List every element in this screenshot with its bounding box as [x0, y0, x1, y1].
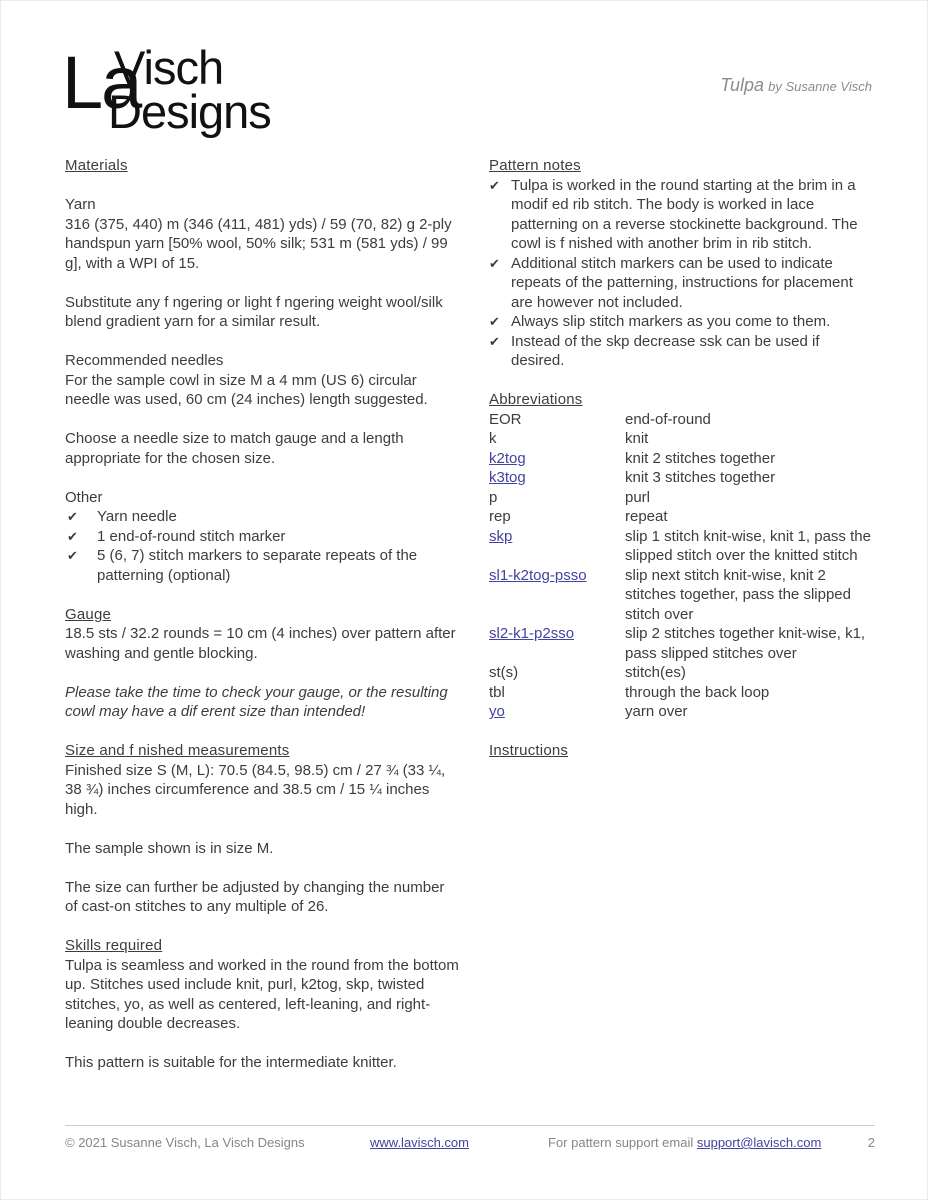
- page-number: 2: [867, 1135, 875, 1150]
- yarn-label: Yarn: [65, 196, 96, 213]
- check-icon: ✔: [489, 333, 500, 349]
- skills-heading: Skills required: [65, 937, 163, 954]
- table-row: [489, 702, 877, 722]
- pattern-name: Tulpa: [720, 75, 764, 95]
- abbr-term-link-sl2-k1-p2sso[interactable]: sl2-k1-p2sso: [489, 625, 575, 642]
- needles-block: [65, 351, 459, 410]
- list-item: [489, 312, 877, 332]
- abbr-desc: knit 2 stitches together: [625, 449, 776, 467]
- logo-visch: Visch: [114, 41, 224, 94]
- list-item: [489, 176, 877, 254]
- table-row: [489, 683, 877, 703]
- abbr-term: st(s): [489, 664, 519, 681]
- logo-designs: Designs: [108, 85, 271, 138]
- abbr-term: p: [489, 488, 498, 506]
- support-text: [548, 1135, 868, 1151]
- pattern-byline: by Susanne Visch: [768, 79, 872, 94]
- yarn-text: 316 (375, 440) m (346 (411, 481) yds) / 59 (70, 82) g 2-ply handspun yarn [50% wool, 50% silk; 531 m (581 yds) / 99 g], with a WPI of 15.: [65, 215, 452, 272]
- table-row: [489, 663, 877, 683]
- abbr-term-link-yo[interactable]: yo: [489, 703, 505, 720]
- other-label: Other: [65, 488, 103, 506]
- table-row: [489, 566, 877, 625]
- abbreviations-table: [489, 410, 877, 722]
- abbr-desc: repeat: [625, 508, 668, 525]
- table-row: [489, 624, 877, 663]
- other-materials-list: [65, 507, 459, 585]
- size-text: Finished size S (M, L): 70.5 (84.5, 98.5) cm / 27 ¾ (33 ¼, 38 ¾) inches circumference and 38.5 cm / 15 ¼ inches high.: [65, 761, 446, 818]
- check-icon: ✔: [489, 255, 500, 271]
- list-item-text: Instead of the skp decrease ssk can be used if desired.: [511, 332, 820, 369]
- materials-heading: Materials: [65, 157, 128, 174]
- needle-choice-paragraph: Choose a needle size to match gauge and a length appropriate for the chosen size.: [65, 430, 404, 467]
- size-sample-paragraph: The sample shown is in size M.: [65, 839, 274, 857]
- abbr-term-link-k2tog[interactable]: k2tog: [489, 449, 526, 467]
- abbr-term: EOR: [489, 410, 522, 428]
- abbr-desc: slip 1 stitch knit-wise, knit 1, pass the slipped stitch over the knitted stitch: [625, 527, 871, 564]
- gauge-text: 18.5 sts / 32.2 rounds = 10 cm (4 inches) over pattern after washing and gentle blocking.: [65, 625, 456, 662]
- table-row: [489, 507, 877, 527]
- abbr-term-link-sl1-k2tog-psso[interactable]: sl1-k2tog-psso: [489, 566, 587, 584]
- list-item-text: Yarn needle: [97, 508, 177, 525]
- abbr-term-link-k3tog[interactable]: k3tog: [489, 469, 526, 486]
- list-item: [65, 527, 459, 547]
- page-footer: [65, 1125, 875, 1151]
- list-item: [489, 332, 877, 371]
- gauge-note: Please take the time to check your gauge, or the resulting cowl may have a dif erent size than intended!: [65, 683, 448, 720]
- list-item-text: Tulpa is worked in the round starting at the brim in a modif ed rib stitch. The body is worked in lace patterning on a reverse stockinette background. The cowl is f nished with another brim in rib stitch.: [511, 176, 858, 252]
- skills-suitable-paragraph: This pattern is suitable for the intermediate knitter.: [65, 1054, 397, 1071]
- abbr-desc: yarn over: [625, 703, 688, 720]
- table-row: [489, 449, 877, 469]
- list-item: [65, 546, 459, 585]
- abbr-desc: slip 2 stitches together knit-wise, k1, pass slipped stitches over: [625, 625, 866, 662]
- abbr-desc: knit: [625, 430, 649, 447]
- two-column-body: [65, 156, 877, 1092]
- la-visch-designs-logo: [62, 41, 302, 144]
- abbr-term: rep: [489, 508, 511, 525]
- gauge-heading: Gauge: [65, 605, 112, 623]
- check-icon: ✔: [67, 528, 78, 544]
- abbr-desc: stitch(es): [625, 664, 686, 681]
- abbr-desc: end-of-round: [625, 410, 711, 428]
- check-icon: ✔: [67, 509, 78, 524]
- needles-label: Recommended needles: [65, 352, 224, 369]
- abbr-term: k: [489, 430, 497, 447]
- support-email-link[interactable]: support@lavisch.com: [696, 1135, 822, 1150]
- website-link[interactable]: www.lavisch.com: [370, 1135, 469, 1150]
- yarn-substitute-paragraph: Substitute any f ngering or light f ngering weight wool/silk blend gradient yarn for a similar result.: [65, 293, 443, 330]
- abbr-term: tbl: [489, 683, 505, 701]
- left-column: [65, 156, 459, 1092]
- yarn-block: [65, 195, 459, 273]
- abbr-desc: slip next stitch knit-wise, knit 2 stitches together, pass the slipped stitch over: [625, 566, 851, 623]
- support-prefix: For pattern support email: [548, 1135, 697, 1150]
- instructions-heading: Instructions: [489, 742, 569, 759]
- table-row: [489, 488, 877, 508]
- skills-text: Tulpa is seamless and worked in the round from the bottom up. Stitches used include knit, purl, k2tog, skp, twisted stitches, yo, as well as centered, left-leaning, and right-leaning double decreases.: [65, 956, 459, 1032]
- pattern-notes-list: [489, 176, 877, 371]
- table-row: [489, 429, 877, 449]
- copyright-text: © 2021 Susanne Visch, La Visch Designs: [65, 1135, 305, 1150]
- list-item: [65, 507, 459, 527]
- abbr-desc: purl: [625, 488, 651, 506]
- size-adjust-paragraph: The size can further be adjusted by changing the number of cast-on stitches to any multiple of 26.: [65, 878, 445, 915]
- abbreviations-heading: Abbreviations: [489, 391, 583, 408]
- list-item-text: 1 end-of-round stitch marker: [97, 527, 286, 545]
- abbr-term-link-skp[interactable]: skp: [489, 527, 513, 545]
- list-item-text: Always slip stitch markers as you come to them.: [511, 313, 831, 330]
- abbr-desc: through the back loop: [625, 683, 770, 701]
- list-item-text: 5 (6, 7) stitch markers to separate repeats of the patterning (optional): [97, 547, 418, 584]
- check-icon: ✔: [489, 177, 500, 193]
- needles-text: For the sample cowl in size M a 4 mm (US 6) circular needle was used, 60 cm (24 inches) length suggested.: [65, 371, 428, 408]
- check-icon: ✔: [489, 314, 500, 329]
- size-heading: Size and f nished measurements: [65, 742, 290, 759]
- pattern-notes-heading: Pattern notes: [489, 157, 581, 174]
- table-row: [489, 527, 877, 566]
- right-column: [489, 156, 877, 1092]
- check-icon: ✔: [67, 548, 78, 563]
- list-item-text: Additional stitch markers can be used to indicate repeats of the patterning, instructions for placement are however not included.: [511, 254, 853, 311]
- list-item: [489, 254, 877, 313]
- document-title: [720, 76, 872, 97]
- logo-la: La: [62, 41, 141, 124]
- abbr-desc: knit 3 stitches together: [625, 469, 776, 486]
- table-row: [489, 410, 877, 430]
- table-row: [489, 468, 877, 488]
